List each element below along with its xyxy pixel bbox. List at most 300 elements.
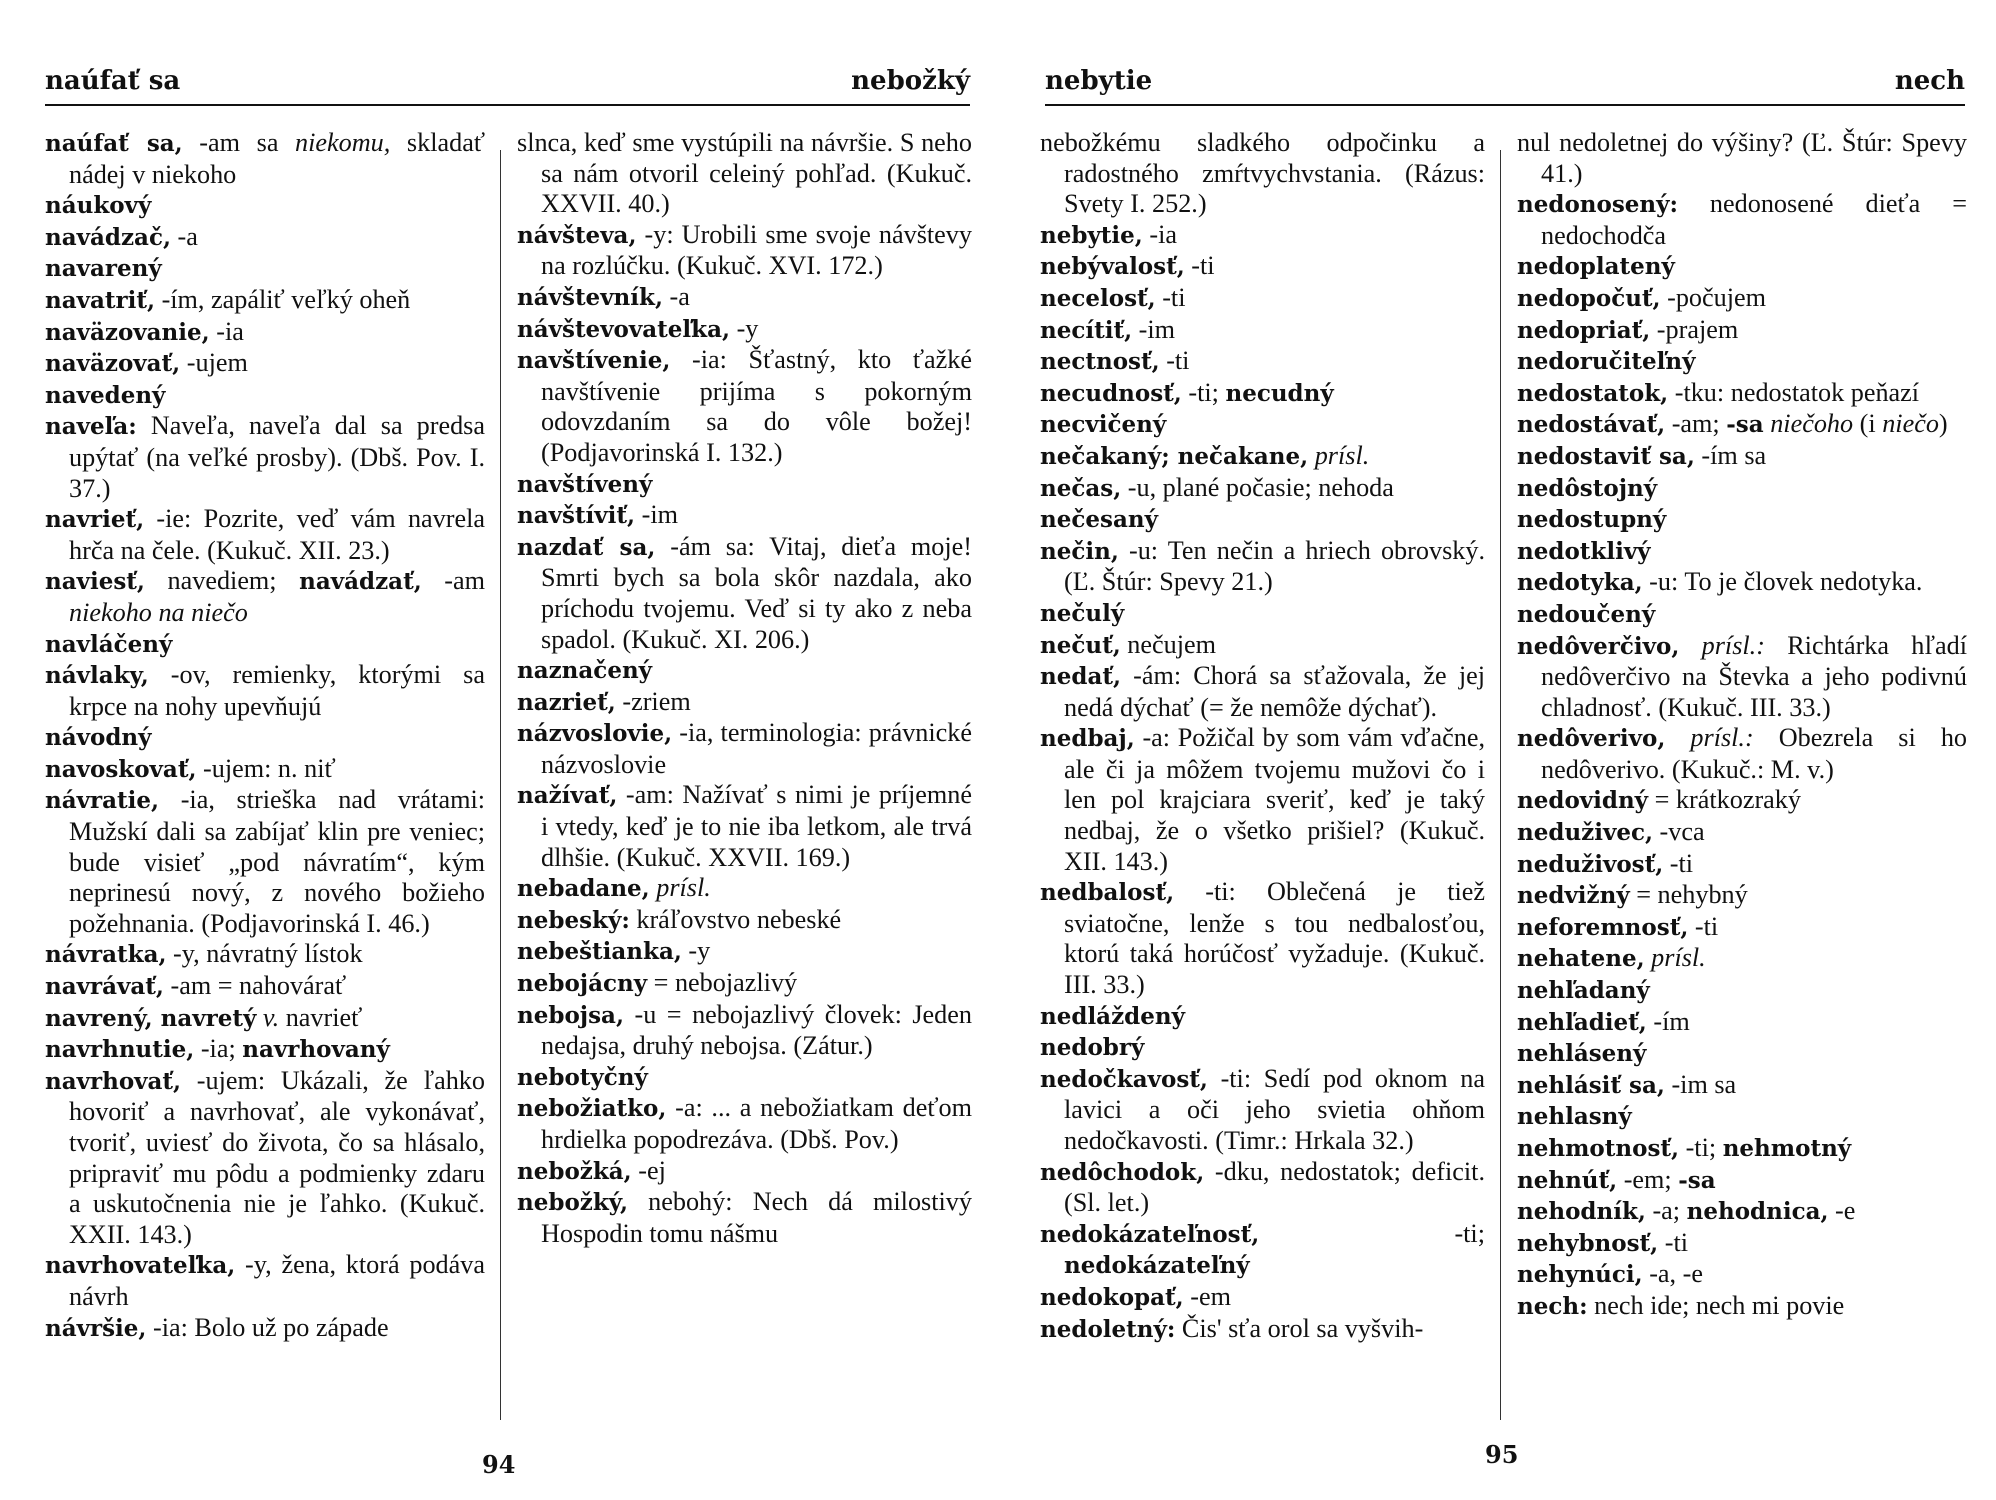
dictionary-entry [45,971,485,1003]
italic-note: v. [262,1002,280,1032]
entry-text: Obezrela si ho nedôverivo. (Kukuč.: M. v.) [1541,723,1968,784]
entry-text: -a: Požičal by som vám vďačne, ale či ja môžem tvojemu mužovi čo i len pol krajciara sveriť, keď je taký nedbaj, že o všetko prišiel? (Kukuč. XII. 143.) [1064,723,1485,876]
headword: nazdať sa, [517,533,656,561]
entry-text: -am [421,566,485,596]
entry-text: -ov, remienky, ktorými sa krpce na nohy upevňujú [69,660,485,721]
entry-text: -y, návratný lístok [166,939,363,969]
headword: navarený [45,255,162,283]
headword: navštíviť, [517,502,636,530]
entry-text: -am = nahovárať [163,971,347,1001]
running-head [45,52,970,106]
entry-text: -ím [1646,1006,1690,1036]
entry-text: nečujem [1120,629,1216,659]
entry-text: -a [662,281,690,311]
dictionary-entry [1517,346,1967,378]
entry-text: -ujem: n. niť [196,753,336,783]
dictionary-entry [517,687,972,719]
entry-text: Naveľa, naveľa dal sa predsa upýtať (na veľké prosby). (Dbš. Pov. I. 37.) [69,411,485,503]
dictionary-entry [1517,1291,1967,1323]
headword: nehodnica, [1686,1198,1829,1226]
headword: nebojácny [517,970,648,998]
entry-text: -am; [1665,409,1727,439]
dictionary-entry [1517,409,1967,441]
headword: návlaky, [45,662,149,690]
dictionary-entry [1040,598,1485,630]
column-2 [1517,128,1967,1323]
dictionary-entry [1517,128,1967,189]
dictionary-entry [1517,1196,1967,1228]
dictionary-entry [517,500,972,532]
headword: nedoručiteľný [1517,348,1696,376]
headword: necudný [1225,379,1334,407]
entry-text: -dku, nedostatok; deficit. (Sl. let.) [1064,1156,1485,1218]
entry-text: -y [681,936,711,966]
dictionary-entry [45,1003,485,1035]
dictionary-entry [45,222,485,254]
entry-text: -ia: Bolo už po západe [146,1312,389,1342]
headword: návršie, [45,1314,147,1342]
dictionary-entry [1040,1219,1485,1282]
entry-text: -ám: Chorá sa sťažovala, že jej nedá dýchať (= že nemôže dýchať). [1064,661,1485,722]
dictionary-entry [45,1313,485,1345]
headword: navrhovaný [242,1036,390,1064]
italic-note: prísl.: [1690,723,1754,753]
entry-text: nech ide; nech mi povie [1587,1290,1845,1320]
entry-text: -ia: Šťastný, kto ťažké navštívenie prijíma s pokorným odovzdaním sa do vôle božej! (Podjavorinská I. 132.) [541,345,972,467]
entry-text: -im [1132,314,1176,344]
headword: navádzač, [45,223,171,251]
headword: navštívenie, [517,347,671,375]
header-last-word: nech [1894,66,1965,96]
entry-text: -ia [1142,219,1177,249]
headword: nedokopať, [1040,1283,1184,1311]
page-number: 94 [482,1450,516,1479]
dictionary-entry [1040,661,1485,723]
dictionary-entry [45,660,485,722]
headword: naúfať sa, [45,130,183,157]
headword: nedôstojný [1517,474,1658,502]
entry-text: -ti [1159,346,1190,376]
dictionary-entry [45,1250,485,1312]
headword: názvoslovie, [517,720,673,748]
dictionary-entry [1517,849,1967,881]
dictionary-entry [1517,473,1967,505]
entry-text: -y [730,313,759,343]
headword: nažívať, [517,782,618,810]
dictionary-entry [1040,1001,1485,1033]
headword: neduživec, [1517,819,1653,847]
dictionary-entry [1040,536,1485,598]
dictionary-entry [1517,504,1967,536]
headword: neforemnosť, [1517,913,1689,941]
right-page [1010,0,1996,1500]
headword: nedvižný [1517,882,1630,910]
entry-text: -ti [1688,911,1719,941]
headword: nedoletný: [1040,1315,1176,1343]
headword: navrhovateľka, [45,1252,236,1280]
dictionary-entry [1517,1133,1967,1165]
entry-text: -ti; [1181,377,1226,407]
dictionary-entry [517,314,972,346]
dictionary-entry [1040,409,1485,441]
headword: nedôverivo, [1517,725,1666,753]
dictionary-entry [517,655,972,687]
page-number: 95 [1485,1440,1519,1469]
dictionary-entry [1040,1282,1485,1314]
entry-text: -počujem [1660,282,1767,312]
dictionary-entry [1517,599,1967,631]
entry-text: navediem; [144,566,300,596]
entry-text: -vca [1652,817,1705,847]
dictionary-entry [1040,346,1485,378]
dictionary-entry [1517,1038,1967,1070]
dictionary-entry [1517,943,1967,975]
dictionary-entry [1517,1165,1967,1197]
dictionary-entry [517,873,972,905]
entry-text: -tku: nedostatok peňazí [1668,377,1920,407]
italic-note: prísl. [1651,943,1706,973]
entry-text: -ujem [180,348,248,378]
headword: nedočkavosť, [1040,1065,1208,1093]
entry-text: nebohý: Nech dá milostivý Hospodin tomu nášmu [541,1187,972,1248]
headword: naveľa: [45,413,137,441]
headword: navádzať, [299,568,422,596]
dictionary-entry [1040,283,1485,315]
headword: navoskovať, [45,755,197,783]
entry-text: -ím, zapáliť veľký oheň [155,284,411,314]
headword: necítiť, [1040,316,1133,344]
dictionary-entry [1517,378,1967,410]
entry-text: -u: To je človek nedotyka. [1642,567,1923,597]
dictionary-entry [1040,473,1485,505]
running-head [1045,52,1965,106]
headword: nedať, [1040,663,1121,691]
headword: nebožký, [517,1189,628,1217]
entry-text: = nehybný [1629,880,1748,910]
entry-text: ) [1938,409,1948,439]
entry-text: nebožkému sladkého odpočinku a radostného zmŕtvychvstania. (Rázus: Svety I. 252.) [1040,128,1485,219]
headword: nehynúci, [1517,1261,1643,1289]
headword: nečesaný [1040,506,1158,534]
italic-note: niečo [1882,409,1939,439]
headword: nebeštianka, [517,938,682,966]
dictionary-entry [1517,1259,1967,1291]
dictionary-entry [45,754,485,786]
dictionary-entry [1517,631,1967,724]
headword: nech: [1517,1292,1588,1320]
dictionary-entry [517,1187,972,1249]
dictionary-entry [45,504,485,566]
dictionary-entry [1517,1007,1967,1039]
headword: nedbalosť, [1040,879,1175,907]
headword: nectnosť, [1040,348,1160,376]
dictionary-entry [1040,441,1485,473]
headword: navatriť, [45,286,156,314]
entry-text: -ti; [1679,1133,1723,1162]
dictionary-entry [1517,536,1967,568]
dictionary-entry [1517,912,1967,944]
dictionary-entry [517,905,972,937]
entry-text: -ti [1155,282,1186,312]
entry-text: -ej [631,1155,666,1185]
headword: nedopriať, [1517,316,1651,344]
entry-text: -a: ... a nebožiatkam deťom hrdielka popodrezáva. (Dbš. Pov.) [541,1093,972,1154]
dictionary-entry [1040,877,1485,1000]
entry-text: Čis' sťa orol sa vyšvih- [1175,1313,1424,1343]
headword: nedoučený [1517,600,1656,628]
dictionary-entry [1517,283,1967,315]
entry-text: -am sa [182,128,296,157]
dictionary-entry [517,220,972,282]
headword: navrhovať, [45,1067,182,1095]
dictionary-entry [1517,817,1967,849]
headword: nedopočuť, [1517,284,1661,312]
italic-note: prísl. [656,873,711,903]
headword: -sa [1678,1166,1716,1194]
header-last-word: nebožký [851,66,970,96]
headword: navštívený [517,470,653,498]
entry-text: -prajem [1650,314,1739,344]
entry-text: -e [1828,1196,1856,1226]
headword: nedôverčivo, [1517,632,1680,660]
dictionary-entry [45,285,485,317]
entry-text: -ti [1184,251,1215,281]
entry-text: -ujem: Ukázali, že ľahko hovoriť a navrhovať, ale vykonávať, tvoriť, uviesť do života, čo sa hlásalo, pripraviť mu pôdu a podmienky zdaru a uskutočnenia nie je ľahko. (Kukuč. XXII. 143.) [69,1065,485,1249]
italic-note: prísl.: [1701,630,1765,660]
entry-text: (i [1853,409,1883,439]
entry-text: -zriem [615,686,691,716]
dictionary-entry [517,936,972,968]
entry-text: -im [635,500,678,530]
dictionary-entry [1517,785,1967,817]
dictionary-entry [45,128,485,190]
headword: navedený [45,381,166,409]
headword: návšteva, [517,221,637,249]
dictionary-entry [1517,1228,1967,1260]
dictionary-entry [517,469,972,501]
headword: neduživosť, [1517,850,1664,878]
headword: nehatene, [1517,945,1645,973]
entry-text [1665,723,1690,752]
entry-text: -em [1183,1281,1231,1311]
entry-text: -a, -e [1642,1259,1703,1289]
entry-text: nul nedoletnej do výšiny? (Ľ. Štúr: Spevy 41.) [1517,128,1967,188]
headword: nedôchodok, [1040,1158,1205,1186]
entry-text: -ti: Sedí pod oknom na lavici a oči jeho svietia ohňom nedočkavosti. (Timr.: Hrkala 32.) [1064,1063,1485,1155]
headword: navrhnutie, [45,1036,195,1064]
headword: navrávať, [45,973,164,1001]
column-rule [1500,150,1501,1420]
dictionary-entry [1040,630,1485,662]
headword: nehlasný [1517,1103,1632,1131]
dictionary-entry [45,380,485,412]
entry-text: -u = nebojazlivý človek: Jeden nedajsa, druhý nebojsa. (Zátur.) [541,999,972,1061]
headword: naväzovať, [45,350,181,378]
headword: nazrieť, [517,688,616,716]
dictionary-entry [517,128,972,220]
italic-note: prísl. [1314,440,1370,470]
dictionary-entry [1040,723,1485,877]
dictionary-entry [1040,1064,1485,1157]
dictionary-entry [45,1034,485,1066]
dictionary-entry [517,345,972,468]
headword: nedláždený [1040,1002,1185,1030]
dictionary-entry [1517,189,1967,251]
entry-text: -u: Ten nečin a hriech obrovský. (Ľ. Štúr: Spevy 21.) [1064,535,1485,597]
headword: nedonosený: [1517,191,1678,219]
headword: nehmotnosť, [1517,1135,1680,1162]
headword: návštevovateľka, [517,315,731,343]
headword: nedobrý [1040,1034,1145,1062]
headword: necvičený [1040,411,1167,439]
dictionary-entry [1040,378,1485,410]
header-first-word: naúfať sa [45,66,181,96]
headword: nedostávať, [1517,411,1666,439]
entry-text: -im sa [1664,1069,1737,1099]
headword: nedokázateľnosť, [1040,1220,1260,1248]
headword: nehľadaný [1517,977,1650,1005]
headword: nečas, [1040,474,1122,502]
headword: nebotyčný [517,1063,648,1091]
dictionary-entry [1517,315,1967,347]
dictionary-entry [517,1093,972,1155]
entry-text: nedonosené dieťa = nedochodča [1541,189,1967,250]
entry-text [1679,631,1701,660]
dictionary-entry [517,718,972,780]
headword: nedostupný [1517,506,1667,534]
dictionary-entry [45,566,485,628]
dictionary-entry [1517,251,1967,283]
headword: navrený, navretý [45,1004,257,1032]
dictionary-entry [517,1156,972,1188]
headword: nebývalosť, [1040,253,1185,281]
entry-text: skladať nádej v niekoho [69,128,486,189]
headword: nedotklivý [1517,537,1651,565]
dictionary-entry [517,1000,972,1062]
headword: návratie, [45,787,160,815]
headword: nebeský: [517,906,630,934]
dictionary-entry [517,282,972,314]
headword: naznačený [517,657,653,685]
headword: nehľadieť, [1517,1008,1647,1036]
dictionary-entry [1517,1070,1967,1102]
headword: nehlásený [1517,1040,1647,1068]
headword: nehmotný [1722,1135,1852,1162]
dictionary-entry [1040,1157,1485,1219]
dictionary-entry [45,629,485,661]
headword: nehybnosť, [1517,1229,1659,1257]
dictionary-entry [45,939,485,971]
dictionary-entry [1040,128,1485,220]
headword: nečuť, [1040,631,1121,659]
entry-text: -am: Nažívať s nimi je príjemné i vtedy, keď je to nie iba letkom, ale trvá dlhšie. (Kukuč. XXVII. 169.) [541,780,972,872]
italic-note: niečoho [1770,409,1854,439]
headword: naviesť, [45,568,145,596]
entry-text: -em; [1617,1164,1679,1194]
entry-text: -y, žena, ktorá podáva návrh [69,1250,485,1311]
headword: navrieť, [45,506,145,534]
entry-text: -a [170,221,198,251]
column-1 [1040,128,1485,1345]
headword: nečulý [1040,599,1125,627]
dictionary-entry [1517,975,1967,1007]
headword: nebadane, [517,875,650,903]
entry-text: -ti; [1259,1218,1485,1248]
dictionary-entry [517,532,972,655]
dictionary-entry [45,253,485,285]
dictionary-entry [517,1062,972,1094]
dictionary-entry [517,780,972,873]
entry-text: -ia; [194,1034,243,1064]
dictionary-entry [45,411,485,504]
headword: nedotyka, [1517,569,1643,597]
entry-text: navrieť [279,1002,363,1032]
headword: nebojsa, [517,1001,624,1029]
dictionary-entry [1517,880,1967,912]
entry-text: -ia, strieška nad vrátami: Mužskí dali sa zabíjať klin pre veniec; bude visieť „pod návratím“, kým neprinesú nový, z nového božieho požehnania. (Podjavorinská I. 46.) [69,785,485,938]
headword: nedbaj, [1040,725,1135,753]
italic-note: niekoho na niečo [69,597,248,627]
headword: nedovidný [1517,787,1649,815]
headword: nebožiatko, [517,1095,667,1123]
headword: nedokázateľný [1064,1252,1250,1280]
dictionary-entry [1517,567,1967,599]
headword: návštevník, [517,283,663,311]
headword: nedoplatený [1517,253,1675,281]
entry-text: -ia [209,316,244,346]
dictionary-entry [45,722,485,754]
entry-text: -ia, terminologia: právnické názvoslovie [541,718,972,779]
dictionary-entry [45,190,485,222]
dictionary-entry [517,968,972,1000]
dictionary-entry [1040,315,1485,347]
dictionary-entry [45,348,485,380]
headword: nečin, [1040,537,1119,565]
entry-text: -ie: Pozrite, veď vám navrela hrča na čele. (Kukuč. XII. 23.) [69,504,485,565]
headword: nehodník, [1517,1198,1646,1226]
entry-text: -u, plané počasie; nehoda [1121,472,1394,502]
dictionary-entry [45,785,485,939]
headword: nehlásiť sa, [1517,1071,1665,1099]
dictionary-entry [1040,1314,1485,1346]
headword: návratka, [45,941,167,969]
entry-text: slnca, keď sme vystúpili na návršie. S neho sa nám otvoril celeiný pohľad. (Kukuč. XXVII. 40.) [517,128,972,219]
column-1 [45,128,485,1344]
entry-text: -ím sa [1694,440,1767,470]
headword: návodný [45,724,152,752]
headword: náukový [45,192,152,220]
dictionary-entry [45,1066,485,1251]
entry-text: kráľovstvo nebeské [629,904,842,934]
entry-text: = krátkozraký [1648,785,1801,815]
dictionary-entry [1517,723,1967,785]
dictionary-entry [1040,1032,1485,1064]
headword: nehnúť, [1517,1166,1618,1194]
headword: necelosť, [1040,284,1156,312]
entry-text: -y: Urobili sme svoje návštevy na rozlúčku. (Kukuč. XVI. 172.) [541,219,972,281]
entry-text: -ti: Oblečená je tiež sviatočne, lenže s tou nedbalosťou, ktorú taká horúčosť vyžaduje. (Kukuč. III. 33.) [1064,877,1485,1000]
header-first-word: nebytie [1045,66,1153,96]
headword: navláčený [45,630,173,658]
headword: necudnosť, [1040,379,1182,407]
dictionary-entry [1517,1101,1967,1133]
entry-text: -a; [1645,1196,1687,1226]
entry-text: -ti [1658,1227,1688,1257]
dictionary-entry [1040,251,1485,283]
headword: nečakaný; nečakane, [1040,442,1309,470]
headword: -sa [1726,411,1764,439]
headword: nedostaviť sa, [1517,442,1695,470]
